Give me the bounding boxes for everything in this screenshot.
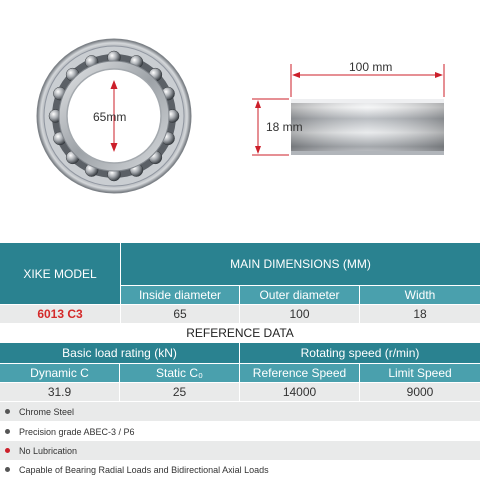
feature-text: Precision grade ABEC-3 / P6 [19,426,135,437]
width-value: 18 [360,305,480,323]
outer-diameter-header: Outer diameter [240,286,359,304]
bullet-icon [5,429,10,434]
dynamic-header: Dynamic C [0,364,119,382]
reference-data-header: REFERENCE DATA [0,324,480,342]
load-rating-header: Basic load rating (kN) [0,343,239,363]
feature-item [0,441,480,460]
limit-speed-header: Limit Speed [360,364,480,382]
main-dimensions-header: MAIN DIMENSIONS (MM) [121,243,480,285]
bullet-icon [5,409,10,414]
limit-speed-value: 9000 [360,383,480,401]
bullet-icon [5,448,10,453]
static-value: 25 [120,383,239,401]
bullet-icon [5,467,10,472]
width-label: 18 mm [266,120,303,134]
model-header: XIKE MODEL [0,243,120,304]
feature-text: Chrome Steel [19,406,75,417]
reference-speed-value: 14000 [240,383,359,401]
outer-diameter-value: 100 [240,305,359,323]
feature-text: Capable of Bearing Radial Loads and Bidirectional Axial Loads [19,464,269,475]
inside-diameter-header: Inside diameter [121,286,239,304]
feature-item [0,402,480,421]
width-header: Width [360,286,480,304]
inside-diameter-value: 65 [121,305,239,323]
bearing-side-view [252,64,444,155]
dynamic-value: 31.9 [0,383,119,401]
static-header: Static C₀ [120,364,239,382]
feature-item [0,422,480,441]
reference-speed-header: Reference Speed [240,364,359,382]
specification-table [0,243,480,480]
model-value: 6013 C3 [0,305,120,323]
inner-diameter-label: 65mm [93,110,127,124]
feature-item [0,460,480,479]
feature-text: No Lubrication [19,445,78,456]
rotating-speed-header: Rotating speed (r/min) [240,343,480,363]
outer-diameter-label: 100 mm [349,60,393,74]
